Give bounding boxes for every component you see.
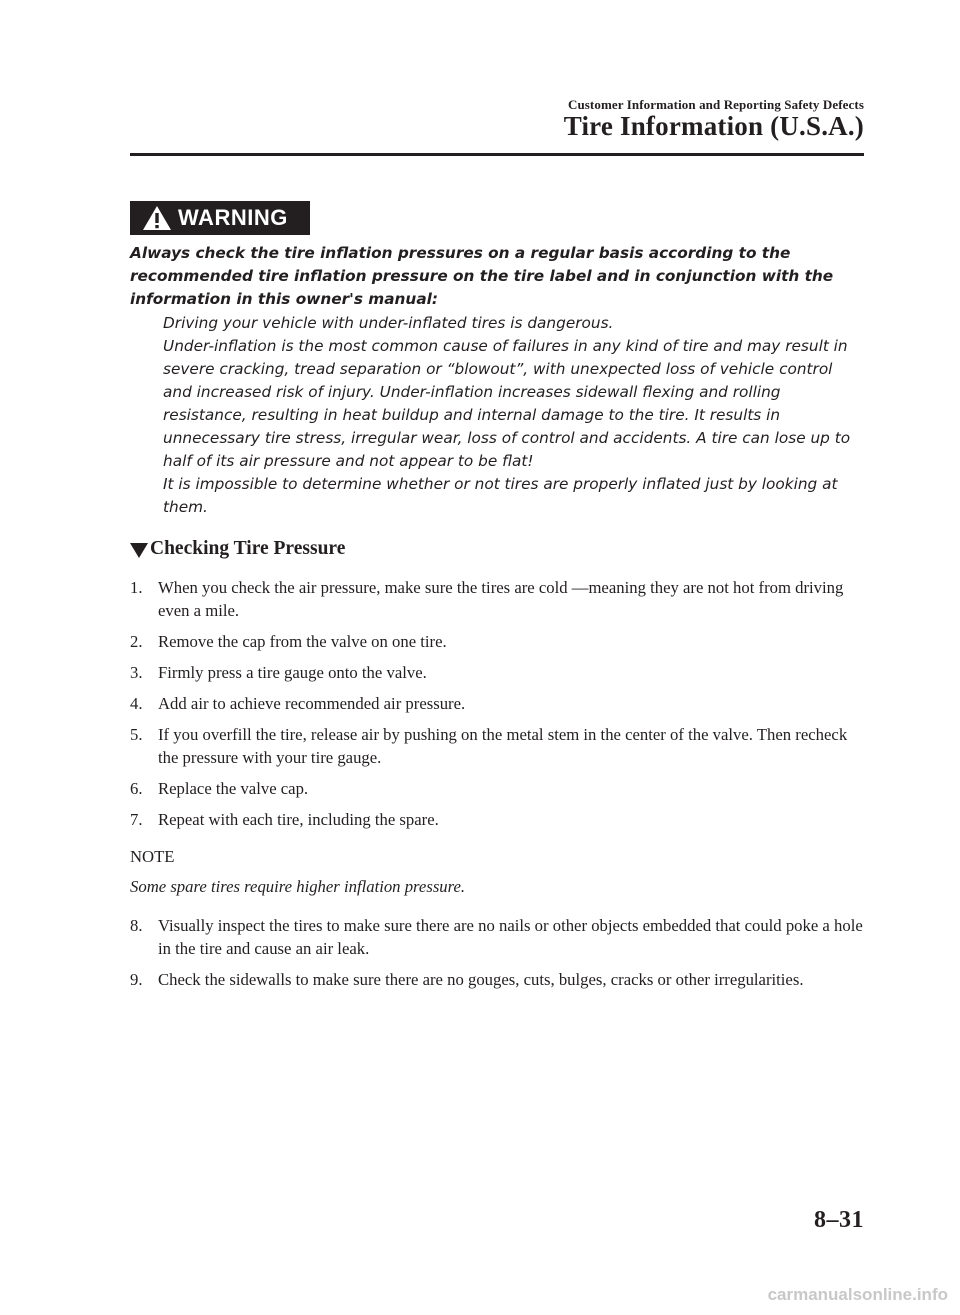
step-text: Check the sidewalls to make sure there are no gouges, cuts, bulges, cracks or other irregularities. — [158, 970, 804, 989]
warning-paragraph: Driving your vehicle with under-inflated tires is dangerous. — [163, 314, 614, 332]
step-number: 9. — [130, 970, 143, 989]
warning-body — [163, 312, 863, 519]
list-item — [130, 661, 865, 684]
list-item — [130, 692, 865, 715]
warning-paragraph: It is impossible to determine whether or not tires are properly inflated just by looking at them. — [163, 475, 838, 516]
steps-list — [130, 576, 865, 999]
step-number: 1. — [130, 578, 143, 597]
header-subtitle: Customer Information and Reporting Safety Defects — [567, 97, 864, 112]
section-heading — [130, 538, 345, 560]
step-number: 7. — [130, 810, 143, 829]
step-text: Remove the cap from the valve on one tire. — [158, 632, 447, 651]
list-item — [130, 914, 865, 960]
step-text: Replace the valve cap. — [158, 779, 309, 798]
step-text: Add air to achieve recommended air pressure. — [158, 694, 466, 713]
step-number: 8. — [130, 916, 143, 935]
down-triangle-icon — [130, 543, 148, 558]
step-number: 3. — [130, 663, 143, 682]
note-text: Some spare tires require higher inflation pressure. — [130, 877, 466, 896]
list-item — [130, 968, 865, 991]
step-number: 2. — [130, 632, 143, 651]
step-number: 6. — [130, 779, 143, 798]
step-text: When you check the air pressure, make sure the tires are cold —meaning they are not hot from driving even a mile. — [158, 578, 844, 620]
step-number: 4. — [130, 694, 143, 713]
list-item — [130, 723, 865, 769]
list-item — [130, 777, 865, 800]
note-label: NOTE — [130, 847, 175, 866]
step-text: Firmly press a tire gauge onto the valve. — [158, 663, 427, 682]
warning-lead: Always check the tire inflation pressures on a regular basis according to the recommended tire inflation pressure on the tire label and in conjunction with the information in this owner's manual: — [130, 244, 834, 308]
list-item — [130, 576, 865, 622]
warning-triangle-icon — [142, 205, 172, 231]
warning-paragraph: Under-inflation is the most common cause of failures in any kind of tire and may result in severe cracking, tread separation or “blowout”, with unexpected loss of vehicle control and increased risk of injury. Under-inflation increases sidewall flexing and rolling resistance, resulting in heat buildup and internal damage to the tire. It results in unnecessary tire stress, irregular wear, loss of control and accidents. A tire can lose up to half of its air pressure and not appear to be flat! — [163, 337, 851, 470]
warning-label: WARNING — [178, 205, 288, 230]
header-title: Tire Information (U.S.A.) — [563, 111, 864, 141]
step-text: Visually inspect the tires to make sure there are no nails or other objects embedded that could poke a hole in the tire and cause an air leak. — [158, 916, 863, 958]
list-item — [130, 808, 865, 831]
step-text: If you overfill the tire, release air by pushing on the metal stem in the center of the valve. Then recheck the pressure with your tire gauge. — [158, 725, 848, 767]
page-number: 8–31 — [814, 1207, 864, 1233]
watermark: carmanualsonline.info — [767, 1285, 948, 1304]
step-number: 5. — [130, 725, 143, 744]
list-item — [130, 630, 865, 653]
section-heading-text: Checking Tire Pressure — [150, 538, 346, 559]
note — [130, 845, 865, 898]
step-text: Repeat with each tire, including the spare. — [158, 810, 439, 829]
header-rule — [130, 153, 864, 156]
warning-badge — [130, 201, 310, 235]
